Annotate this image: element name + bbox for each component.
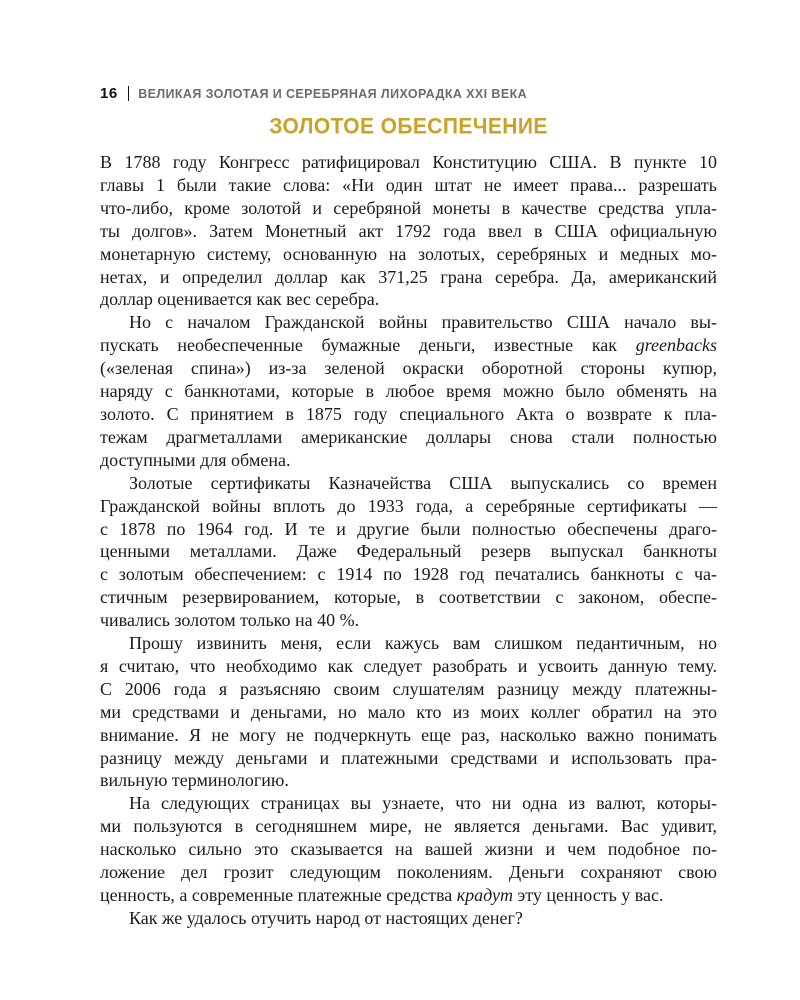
text-segment: ты долгов». Затем Монетный акт 1792 года ввел в США официальную [100,220,717,241]
text-segment: С 2006 года я разъясняю своим слушателям разницу между платежны- [100,678,717,699]
chapter-heading: ЗОЛОТОЕ ОБЕСПЕЧЕНИЕ [269,114,548,139]
text-line [100,586,717,609]
text-segment: нетах, и определил доллар как 371,25 грана серебра. Да, американский [100,266,717,287]
text-line [100,197,717,220]
text-segment: ми пользуются в сегодняшнем мире, не является деньгами. Вас удивит, [100,816,717,837]
paragraph [100,151,717,311]
text-segment: доллар оценивается как вес серебра. [100,289,380,310]
text-line [100,380,717,403]
text-segment: Прошу извинить меня, если кажусь вам слишком педантичным, но [129,633,717,654]
paragraph [100,907,717,930]
text-segment: На следующих страницах вы узнаете, что ни одна из валют, которы- [129,793,717,814]
body-text [100,151,717,930]
paragraph [100,632,717,792]
page-header [100,85,717,102]
text-segment: («зеленая спина») из-за зеленой окраски оборотной стороны купюр, [100,358,717,379]
text-line [100,792,717,815]
text-segment: главы 1 были такие слова: «Ни один штат не имеет права... разрешать [100,174,717,195]
text-segment: с 1878 по 1964 год. И те и другие были полностью обеспечены драго- [100,518,717,539]
text-segment: ценными металлами. Даже Федеральный резерв выпускал банкноты [100,541,717,562]
text-line [100,403,717,426]
text-line [100,724,717,747]
text-line [100,815,717,838]
text-segment: ложение дел грозит следующим поколениям. Деньги сохраняют свою [100,862,717,883]
text-line [100,540,717,563]
paragraph [100,311,717,471]
text-line [100,472,717,495]
text-line [100,495,717,518]
text-segment: чивались золотом только на 40 %. [100,610,360,631]
running-title: ВЕЛИКАЯ ЗОЛОТАЯ И СЕРЕБРЯНАЯ ЛИХОРАДКА XXI ВЕКА [138,86,528,101]
text-segment: насколько сильно это сказывается на вашей жизни и чем подобное по- [100,839,717,860]
text-segment: Гражданской войны вплоть до 1933 года, а серебряные сертификаты — [100,495,717,516]
text-segment: доступными для обмена. [100,449,291,470]
text-segment: Но с началом Гражданской войны правительство США начало вы- [129,312,717,333]
text-line [100,449,717,472]
text-line [100,518,717,541]
text-line [100,678,717,701]
text-segment: внимание. Я не могу не подчеркнуть еще раз, насколько важно понимать [100,724,717,745]
italic-text: крадут [456,885,514,905]
text-line [100,357,717,380]
text-line [100,769,717,792]
italic-text: greenbacks [635,335,717,356]
text-line [100,701,717,724]
header-divider [128,86,130,101]
text-segment: монетарную систему, основанную на золотых, серебряных и медных мо- [100,243,717,264]
text-line [100,838,717,861]
text-line [100,174,717,197]
text-segment: В 1788 году Конгресс ратифицировал Конституцию США. В пункте 10 [100,152,717,172]
text-line [100,220,717,243]
text-line [100,334,717,357]
text-segment: наряду с банкнотами, которые в любое время можно было обменять на [100,381,717,402]
text-segment: ми средствами и деньгами, но мало кто из моих коллег обратил на это [100,701,717,722]
text-segment: золото. С принятием в 1875 году специального Акта о возврате к пла- [100,403,717,424]
text-line [100,243,717,266]
text-line [100,907,717,930]
text-segment: тежам драгметаллами американские доллары снова стали полностью [100,426,717,447]
text-segment: эту ценность у вас. [513,885,664,905]
page-number: 16 [100,85,118,102]
text-segment: стичным резервированием, которые, в соответствии с законом, обеспе- [100,587,717,608]
text-line [100,563,717,586]
text-segment: с золотым обеспечением: с 1914 по 1928 год печатались банкноты с ча- [100,564,717,585]
text-segment: пускать необеспеченные бумажные деньги, известные как [100,335,636,356]
text-segment: что-либо, кроме золотой и серебряной монеты в качестве средства упла- [100,197,717,218]
text-line [100,266,717,289]
text-segment: разницу между деньгами и платежными средствами и использовать пра- [100,747,717,768]
text-line [100,426,717,449]
text-line [100,311,717,334]
text-line [100,655,717,678]
text-line [100,861,717,884]
text-line [100,151,717,174]
paragraph [100,472,717,632]
text-line [100,884,717,907]
text-segment: я считаю, что необходимо как следует разобрать и усвоить данную тему. [100,655,717,676]
text-line [100,288,717,311]
paragraph [100,792,717,907]
text-line [100,609,717,632]
text-segment: Золотые сертификаты Казначейства США выпускались со времен [129,472,717,493]
text-segment: вильную терминологию. [100,770,289,791]
text-line [100,747,717,770]
text-segment: Как же удалось отучить народ от настоящих денег? [129,907,523,928]
text-line [100,632,717,655]
text-segment: ценность, а современные платежные средства [100,885,457,905]
